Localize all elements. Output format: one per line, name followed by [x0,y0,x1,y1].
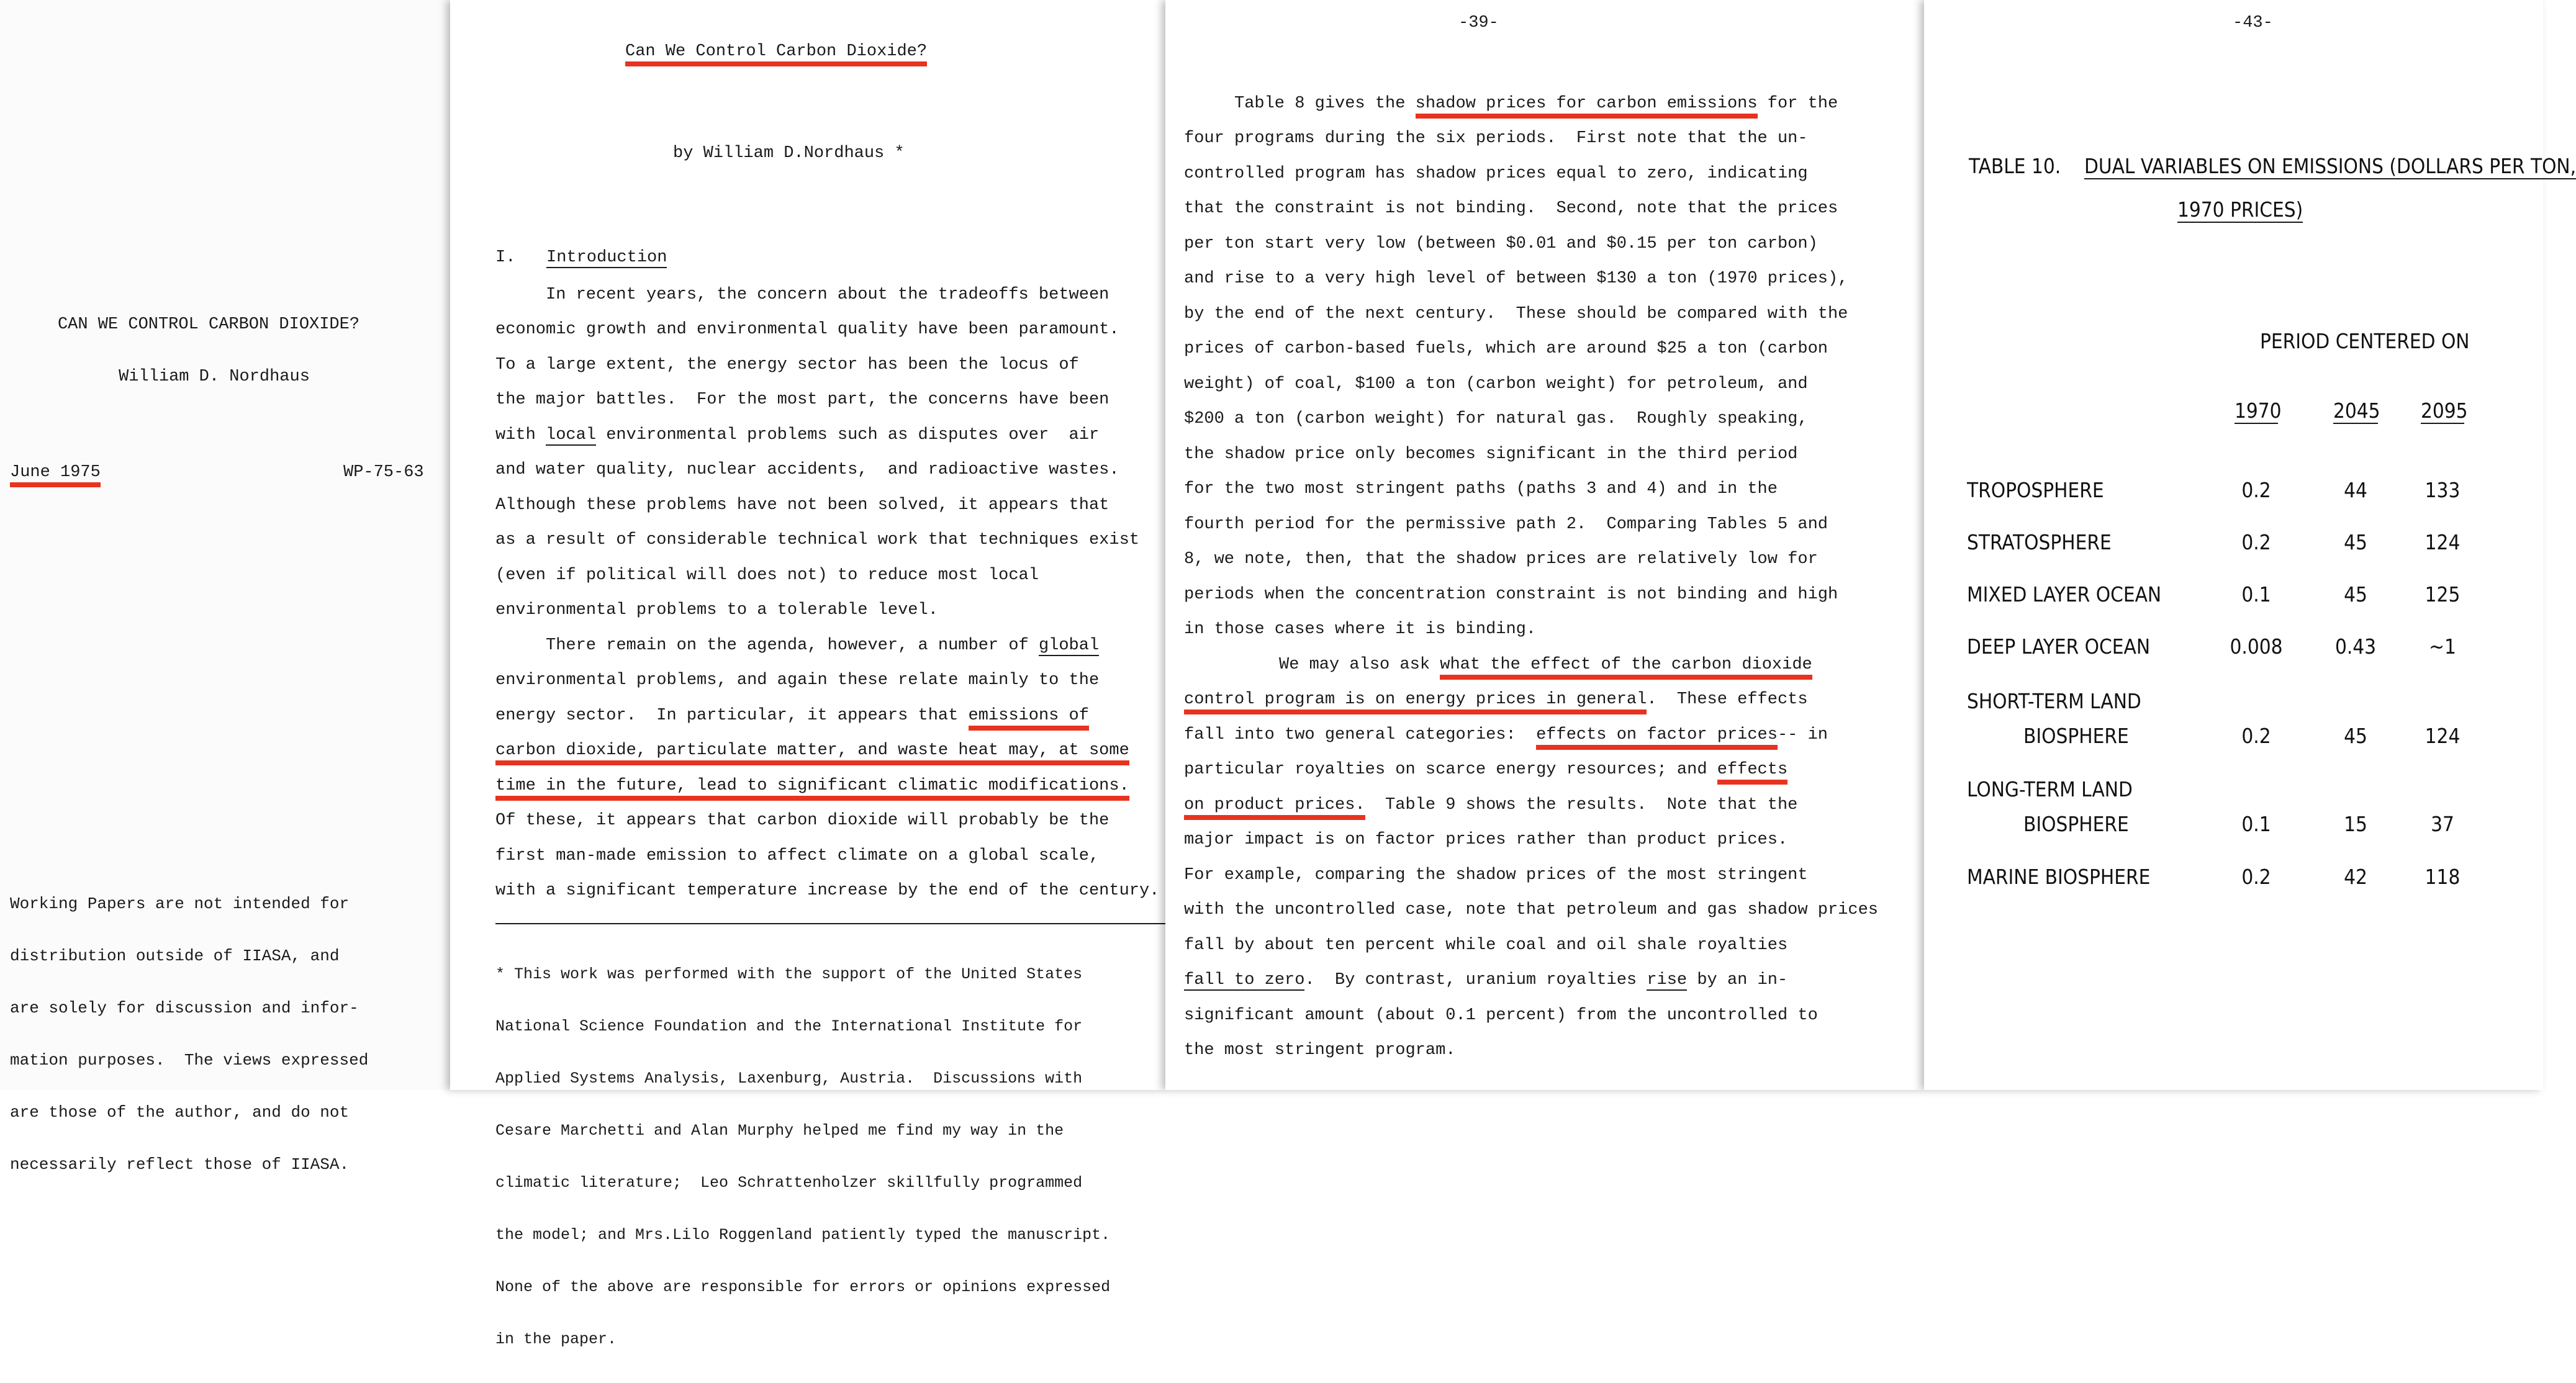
table-cell: 125 [2425,582,2461,606]
cover-date: June 1975 [10,463,101,487]
table-label: TABLE 10. [1969,154,2061,178]
table-cell: 124 [2425,724,2461,748]
page-number: -43- [2233,14,2273,32]
table-title-line2: 1970 PRICES) [2177,197,2303,222]
table-cell: 0.2 [2241,865,2271,889]
page-number: -39- [1458,14,1499,32]
row-label: LONG-TERM LAND [1967,777,2133,801]
cover-title: CAN WE CONTROL CARBON DIOXIDE? [57,315,360,334]
column-header-2095: 2095 [2421,399,2468,423]
paper-title: Can We Control Carbon Dioxide? [625,42,927,66]
page-introduction: Can We Control Carbon Dioxide? by William D.Nordhaus * I. Introduction In recent years, the concern about the tradeoffs between economic growth and environmental quality have been paramount. To a large extent, the energy sector has been the locus of the major battles. For the most part, the concerns have been with local environmental problems such as disputes over air and water quality, nuclear accidents, and radioactive wastes. Although these problems have not been solved, it appears that as a result of considerable technical work that techniques exist (even if political will does not) to reduce most local environmental problems to a tolerable level. There remain on the agenda, however, a number of global environmental problems, and again these relate mainly to the energy sector. In particular, it appears that emissions of carbon dioxide, particulate matter, and waste heat may, at some time in the future, lead to significant climatic modifications. Of these, it appears that carbon dioxide will probably be the first man-made emission to affect climate on a global scale, with a significant temperature increase by the end of the century. * This work was performed with the support of the United States National Science Foundation and the International Institute for Applied Systems Analysis, Laxenburg, Austria. Discussions with Cesare Marchetti and Alan Murphy helped me find my way in the climatic literature; Leo Schrattenholzer skillfully programmed the model; and Mrs.Lilo Roggenland patiently typed the manuscript. None of the above are responsible for errors or opinions expressed in the paper. [450,0,1165,1090]
paper-byline: by William D.Nordhaus * [673,144,905,163]
table-cell: ~1 [2429,634,2456,659]
page-43 [1924,0,2576,1090]
table-cell: 118 [2425,865,2461,889]
table-cell: 0.2 [2241,478,2271,502]
table-cell: 45 [2344,724,2367,748]
table-cell: 124 [2425,530,2461,554]
row-label: STRATOSPHERE [1967,530,2112,554]
period-header: PERIOD CENTERED ON [2260,329,2470,353]
footnote-rule [495,923,1165,924]
table-title-line1: DUAL VARIABLES ON EMISSIONS (DOLLARS PER TON, [2084,154,2576,178]
column-header-1970: 1970 [2235,399,2282,423]
table-cell: 133 [2425,478,2461,502]
cover-disclaimer: Working Papers are not intended for distribution outside of IIASA, and are solely for discussion and infor- mation purposes. The views expressed are those of the author, and do not necessarily reflect those of IIASA. [10,894,369,1174]
table-cell: 42 [2344,865,2367,889]
section-number: I. [495,248,516,267]
column-header-2045: 2045 [2333,399,2380,423]
table-cell: 0.1 [2241,582,2271,606]
footnote: * This work was performed with the support of the United States National Science Foundation and the International Institute for Applied Systems Analysis, Laxenburg, Austria. Discussions with Cesare Marchetti and Alan Murphy helped me find my way in the climatic literature; Leo Schrattenholzer skillfully programmed the model; and Mrs.Lilo Roggenland patiently typed the manuscript. None of the above are responsible for errors or opinions expressed in the paper. [495,965,1111,1348]
row-label: TROPOSPHERE [1967,478,2104,502]
row-label-continued: BIOSPHERE [2023,812,2129,836]
table-cell: 0.008 [2230,634,2283,659]
section-title: Introduction [546,248,667,267]
cover-author: William D. Nordhaus [119,367,310,386]
page-39: -39- Table 8 gives the shadow prices for carbon emissions for the four programs during the six periods. First note that the un- controlled program has shadow prices equal to zero, indicating that the constraint is not binding. Second, note that the prices per ton start very low (between $0.01 and $0.15 per ton carbon) and rise to a very high level of between $130 a ton (1970 prices), by the end of the next century. These should be compared with the prices of carbon-based fuels, which are around $25 a ton (carbon weight) of coal, $100 a ton (carbon weight) for petroleum, and $200 a ton (carbon weight) for natural gas. Roughly speaking, the shadow price only becomes significant in the third period for the two most stringent paths (paths 3 and 4) and in the fourth period for the permissive path 2. Comparing Tables 5 and 8, we note, then, that the shadow prices are relatively low for periods when the concentration constraint is not binding and high in those cases where it is binding. We may also ask what the effect of the carbon dioxide control program is on energy prices in general. These effects fall into two general categories: effects on factor prices-- in particular royalties on scarce energy resources; and effects on product prices. Table 9 shows the results. Note that the major impact is on factor prices rather than product prices. For example, comparing the shadow prices of the most stringent with the uncontrolled case, note that petroleum and gas shadow prices fall by about ten percent while coal and oil shale royalties fall to zero. By contrast, uranium royalties rise by an in- significant amount (about 0.1 percent) from the uncontrolled to the most stringent program. [1165,0,1924,1090]
row-label: MARINE BIOSPHERE [1967,865,2151,889]
table-cell: 0.2 [2241,530,2271,554]
table-cell: 45 [2344,582,2367,606]
table-cell: 44 [2344,478,2367,502]
row-label: SHORT-TERM LAND [1967,689,2141,713]
table-cell: 45 [2344,530,2367,554]
table-cell: 15 [2344,812,2367,836]
row-label-continued: BIOSPHERE [2023,724,2129,748]
row-label: MIXED LAYER OCEAN [1967,582,2162,606]
table-cell: 0.1 [2241,812,2271,836]
row-label: DEEP LAYER OCEAN [1967,634,2151,659]
table-cell: 0.43 [2334,634,2377,659]
table-cell: 37 [2431,812,2454,836]
table-cell: 0.2 [2241,724,2271,748]
page-cover [0,0,450,1174]
cover-wp-number: WP-75-63 [343,463,424,482]
